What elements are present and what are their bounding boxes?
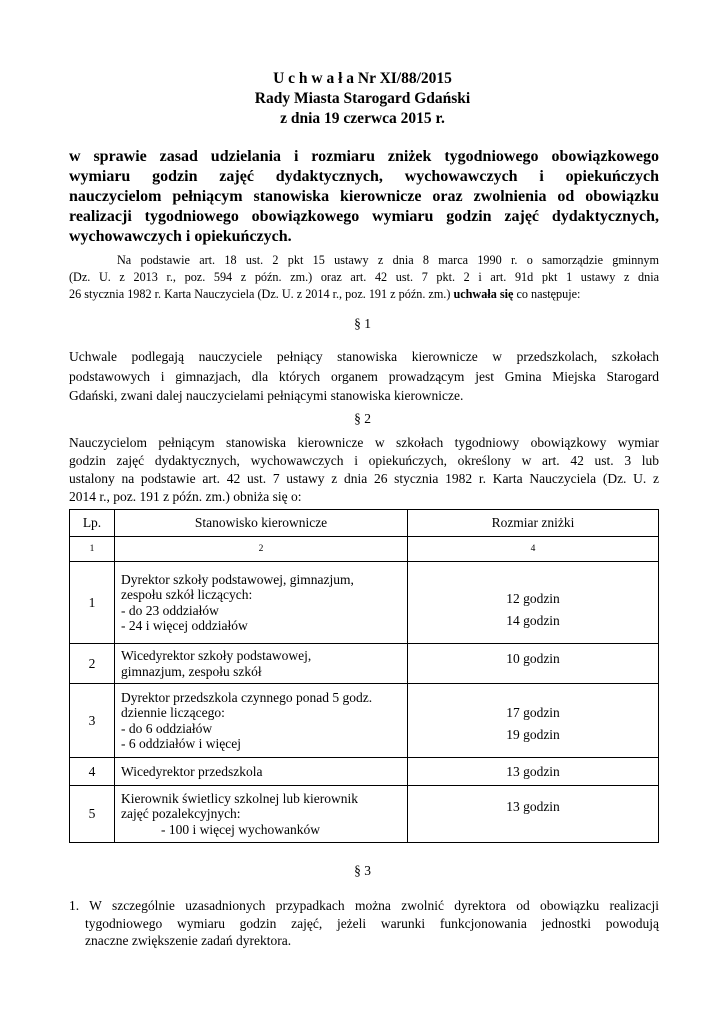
row-number: 3 (70, 684, 115, 758)
reduction-cell (408, 684, 659, 758)
council-name: Rady Miasta Starogard Gdański (254, 90, 471, 107)
position-cell (115, 562, 408, 644)
numbering-cell: 4 (408, 537, 659, 562)
numbering-cell: 1 (70, 537, 115, 562)
body-line: znaczne zwiększenie zadań dyrektora. (85, 933, 292, 948)
header-lp: Lp. (70, 510, 115, 537)
position-subitem: - 100 i więcej wychowanków (161, 821, 320, 837)
table-numbering-row (70, 537, 659, 562)
row-number: 4 (70, 758, 115, 786)
body-line: ustalony na podstawie art. 42 ust. 7 ustawy z dnia 26 stycznia 1982 r. Karta Nauczyciela (Dz. U. z (69, 471, 659, 486)
reduction-value: 17 godzin (506, 704, 560, 720)
paragraph-1-mark: § 1 (354, 316, 371, 331)
table-row (70, 684, 659, 758)
position-line: Kierownik świetlicy szkolnej lub kierownik (121, 790, 358, 806)
paragraph-3-text (69, 897, 659, 950)
paragraph-2-text (69, 434, 659, 506)
reduction-value: 10 godzin (506, 651, 560, 666)
basis-line: (Dz. U. z 2013 r., poz. 594 z późn. zm.) oraz art. 42 ust. 7 pkt. 2 i art. 91d pkt 1 ustawy z dnia (69, 270, 659, 284)
header-reduction: Rozmiar zniżki (408, 510, 659, 537)
reduction-cell (408, 786, 659, 843)
body-line: podstawowych i gimnazjach, dla których organem prowadzącym jest Gmina Miejska Starogard (69, 368, 659, 384)
resolution-date: z dnia 19 czerwca 2015 r. (280, 110, 445, 127)
subject-line: realizacji tygodniowego obowiązkowego wymiaru godzin zajęć dydaktycznych, (69, 208, 659, 225)
header-position: Stanowisko kierownicze (115, 510, 408, 537)
basis-emphasis: uchwała się (453, 287, 514, 301)
reduction-value: 13 godzin (506, 799, 560, 814)
position-line: - 6 oddziałów i więcej (121, 736, 241, 751)
row-number: 2 (70, 644, 115, 684)
reduction-table (69, 509, 659, 843)
paragraph-3-mark: § 3 (354, 863, 371, 878)
position-line: - 24 i więcej oddziałów (121, 618, 248, 633)
reduction-value: 13 godzin (506, 763, 560, 779)
resolution-subject (69, 147, 659, 247)
body-line: Gdański, zwani dalej nauczycielami pełniącymi stanowiska kierownicze. (69, 388, 464, 403)
position-line: - do 23 oddziałów (121, 602, 219, 618)
table-row (70, 758, 659, 786)
reduction-value: 12 godzin (506, 590, 560, 606)
body-line: 1. W szczególnie uzasadnionych przypadkach można zwolnić dyrektora od obowiązku realizacji (69, 898, 659, 913)
reduction-value: 19 godzin (506, 726, 560, 742)
body-line: 2014 r., poz. 191 z późn. zm.) obniża się o: (69, 489, 302, 504)
position-line: Wicedyrektor szkoły podstawowej, (121, 648, 312, 663)
table-row (70, 786, 659, 843)
row-number: 1 (70, 562, 115, 644)
position-line: zespołu szkół liczących: (121, 587, 253, 602)
legal-basis (69, 252, 659, 303)
paragraph-2-mark: § 2 (354, 411, 371, 426)
position-line (121, 822, 407, 838)
body-line: Nauczycielom pełniącym stanowiska kierownicze w szkołach tygodniowy obowiązkowy wymiar (69, 435, 659, 450)
position-line: gimnazjum, zespołu szkół (121, 663, 262, 679)
position-cell (115, 758, 408, 786)
body-line: tygodniowego wymiaru godzin zajęć, jeżeli warunki funkcjonowania jednostki powodują (85, 915, 659, 931)
table-header-row (70, 510, 659, 537)
position-line: - do 6 oddziałów (121, 720, 213, 736)
position-line: Dyrektor przedszkola czynnego ponad 5 godz. (121, 689, 373, 705)
basis-text-end: co następuje: (516, 287, 581, 301)
reduction-cell (408, 758, 659, 786)
subject-line: wymiaru godzin zajęć dydaktycznych, wychowawczych i opiekuńczych (69, 168, 659, 185)
position-cell (115, 684, 408, 758)
position-line: zajęć pozalekcyjnych: (121, 806, 241, 822)
subject-line: nauczycielom pełniącym stanowiska kierownicze oraz zwolnienia od obowiązku (69, 188, 659, 205)
position-cell (115, 786, 408, 843)
reduction-cell (408, 644, 659, 684)
subject-line: wychowawczych i opiekuńczych. (69, 228, 292, 245)
position-line: dziennie liczącego: (121, 705, 225, 720)
basis-line (69, 286, 659, 303)
reduction-value: 14 godzin (506, 612, 560, 628)
position-line: Wicedyrektor przedszkola (121, 763, 263, 779)
basis-text: 26 stycznia 1982 r. Karta Nauczyciela (Dz. U. z 2014 r., poz. 191 z późn. zm.) (69, 287, 451, 301)
body-line: Uchwale podlegają nauczyciele pełniący stanowiska kierownicze w przedszkolach, szkołach (69, 349, 659, 364)
subject-line: w sprawie zasad udzielania i rozmiaru zniżek tygodniowego obowiązkowego (69, 148, 659, 165)
paragraph-1-text (69, 347, 659, 406)
body-line: godzin zajęć dydaktycznych, wychowawczych i opiekuńczych, określony w art. 42 ust. 3 lub (69, 453, 659, 468)
position-cell (115, 644, 408, 684)
table-row (70, 562, 659, 644)
position-line: Dyrektor szkoły podstawowej, gimnazjum, (121, 571, 354, 587)
resolution-number: U c h w a ł a Nr XI/88/2015 (273, 70, 452, 87)
basis-line: Na podstawie art. 18 ust. 2 pkt 15 ustawy z dnia 8 marca 1990 r. o samorządzie gminnym (117, 253, 659, 267)
numbering-cell: 2 (115, 537, 408, 562)
reduction-cell (408, 562, 659, 644)
row-number: 5 (70, 786, 115, 843)
table-row (70, 644, 659, 684)
